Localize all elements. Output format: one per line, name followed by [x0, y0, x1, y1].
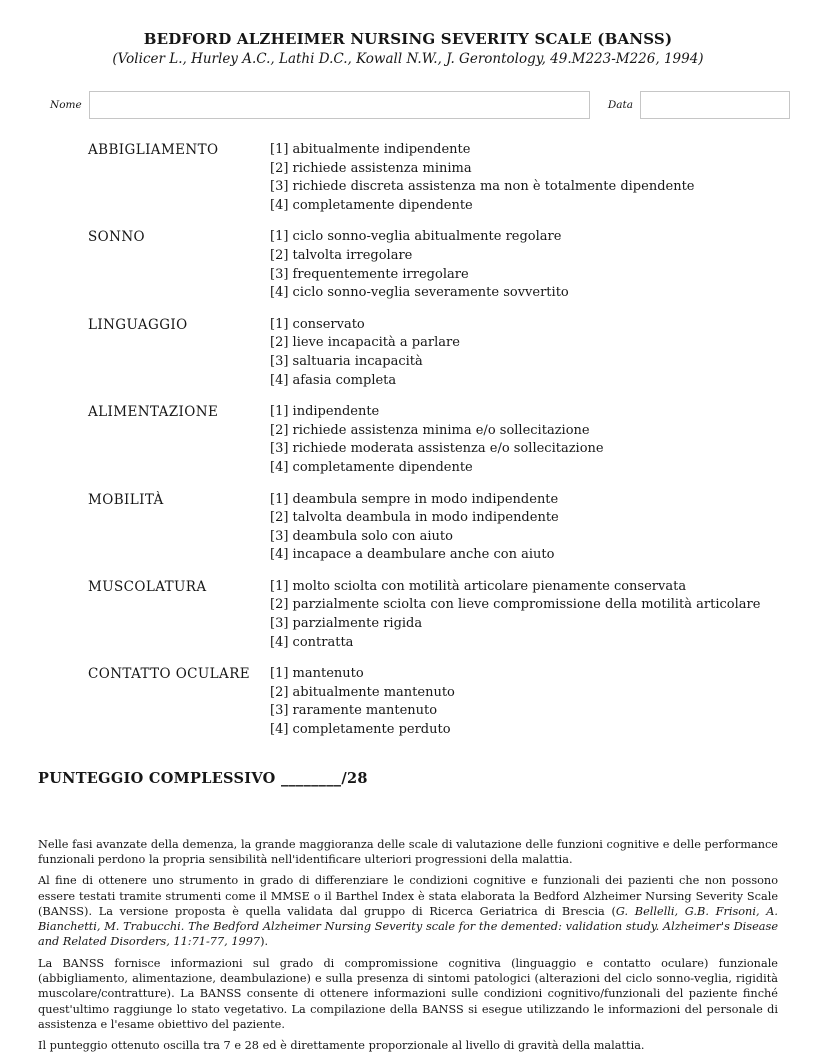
option-list: [270, 403, 790, 477]
footer-paragraph-4: Il punteggio ottenuto oscilla tra 7 e 28 ed è direttamente proporzionale al livello di gravità della malattia.: [38, 1039, 645, 1053]
footer-paragraph-3: La BANSS fornisce informazioni sul grado di compromissione cognitiva (linguaggio e contatto oculare) funzionale (abbigliamento, alimentazione, deambulazione) e sulla presenza di sintomi patologici (alterazioni del ciclo sonno-veglia, rigidità muscolare/contratture). La BANSS consente di ottenere informazioni sulle condizioni cognitivo/funzionali del paziente finché quest'ultimo raggiunge lo stato vegetativo. La compilazione della BANSS si esegue utilizzando le informazioni del personale di assistenza e l'esame obiettivo del paziente.: [38, 956, 778, 1031]
section-muscolatura: [88, 578, 790, 652]
option: [2] talvolta deambula in modo indipendente: [270, 510, 559, 526]
option: [1] abitualmente indipendente: [270, 142, 471, 157]
section-label: MUSCOLATURA: [88, 578, 207, 595]
option: [1] indipendente: [270, 404, 380, 420]
paragraph-2-citation: G. Bellelli, G.B. Frisoni, A. Bianchetti, M. Trabucchi. The Bedford Alzheimer Nursing Severity scale for the demented: validation study. Alzheimer's Disease and Related Disorders, 11:71-77, 1997: [38, 904, 778, 949]
option: [4] afasia completa: [270, 372, 397, 388]
option: [1] molto sciolta con motilità articolare pienamente conservata: [270, 578, 687, 594]
option: [4] completamente perduto: [270, 722, 451, 738]
total-score-line: [38, 770, 790, 787]
section-label: SONNO: [88, 229, 146, 246]
footer-paragraph-2: [38, 873, 778, 949]
option: [3] richiede discreta assistenza ma non è totalmente dipendente: [270, 179, 695, 195]
option-list: [270, 578, 790, 652]
section-label: ABBIGLIAMENTO: [88, 142, 219, 158]
section-linguaggio: [88, 316, 790, 390]
option: [3] richiede moderata assistenza e/o sollecitazione: [270, 441, 604, 457]
paragraph-2-end: ).: [260, 935, 269, 949]
option-list: [270, 491, 790, 565]
option: [4] completamente dipendente: [270, 459, 473, 475]
option: [4] completamente dipendente: [270, 197, 473, 213]
name-label: Nome: [50, 99, 82, 111]
option-list: [270, 141, 790, 215]
paragraph-2-text: Al fine di ottenere uno strumento in grado di differenziare le condizioni cognitive e funzionali dei pazienti che non possono essere testati tramite strumenti come il MMSE o il Barthel Index è stata elaborata la Bedford Alzheimer Nursing Severity Scale (BANSS). La versione proposta è quella validata dal gruppo di Ricerca Geriatrica di Brescia (: [38, 874, 778, 918]
section-label: LINGUAGGIO: [88, 316, 188, 333]
section-mobilita: [88, 491, 790, 565]
date-field[interactable]: [640, 91, 790, 119]
option: [3] frequentemente irregolare: [270, 266, 469, 282]
option: [4] contratta: [270, 634, 354, 650]
option: [2] richiede assistenza minima: [270, 160, 472, 176]
score-blank: ________: [280, 769, 342, 787]
option: [3] raramente mantenuto: [270, 703, 438, 719]
section-label: CONTATTO OCULARE: [88, 666, 251, 683]
option: [2] talvolta irregolare: [270, 247, 413, 263]
option: [4] incapace a deambulare anche con aiuto: [270, 547, 555, 563]
section-abbigliamento: [88, 141, 790, 215]
option-list: [270, 316, 790, 390]
option: [2] parzialmente sciolta con lieve compromissione della motilità articolare: [270, 597, 761, 613]
section-contatto-oculare: [88, 665, 790, 739]
option: [3] deambula solo con aiuto: [270, 528, 453, 544]
option-list: [270, 228, 790, 302]
section-label: MOBILITÀ: [88, 491, 164, 508]
footnotes: [38, 837, 778, 1054]
option: [2] richiede assistenza minima e/o sollecitazione: [270, 422, 590, 438]
option: [2] abitualmente mantenuto: [270, 684, 455, 700]
option: [3] saltuaria incapacità: [270, 353, 423, 369]
section-label: ALIMENTAZIONE: [88, 404, 219, 421]
name-field[interactable]: [89, 91, 590, 119]
option: [1] conservato: [270, 316, 365, 332]
option: [3] parzialmente rigida: [270, 616, 423, 632]
score-max: /28: [341, 769, 368, 787]
footer-paragraph-1: Nelle fasi avanzate della demenza, la grande maggioranza delle scale di valutazione delle funzioni cognitive e delle performance funzionali perdono la propria sensibilità nell'identificare ulteriori progressioni della malattia.: [38, 837, 778, 866]
option: [2] lieve incapacità a parlare: [270, 335, 460, 351]
option: [1] mantenuto: [270, 666, 364, 682]
option: [1] deambula sempre in modo indipendente: [270, 491, 559, 507]
form-title: BEDFORD ALZHEIMER NURSING SEVERITY SCALE (BANSS): [143, 30, 673, 48]
name-date-row: [50, 91, 790, 119]
option: [4] ciclo sonno-veglia severamente sovvertito: [270, 285, 569, 301]
date-label: Data: [607, 99, 633, 111]
rating-sections: [88, 141, 790, 740]
total-score-label: PUNTEGGIO COMPLESSIVO: [38, 769, 276, 787]
section-sonno: [88, 228, 790, 302]
option-list: [270, 665, 790, 739]
section-alimentazione: [88, 403, 790, 477]
option: [1] ciclo sonno-veglia abitualmente regolare: [270, 229, 562, 245]
form-citation: (Volicer L., Hurley A.C., Lathi D.C., Kowall N.W., J. Gerontology, 49.M223-M226, 1994): [112, 51, 704, 67]
